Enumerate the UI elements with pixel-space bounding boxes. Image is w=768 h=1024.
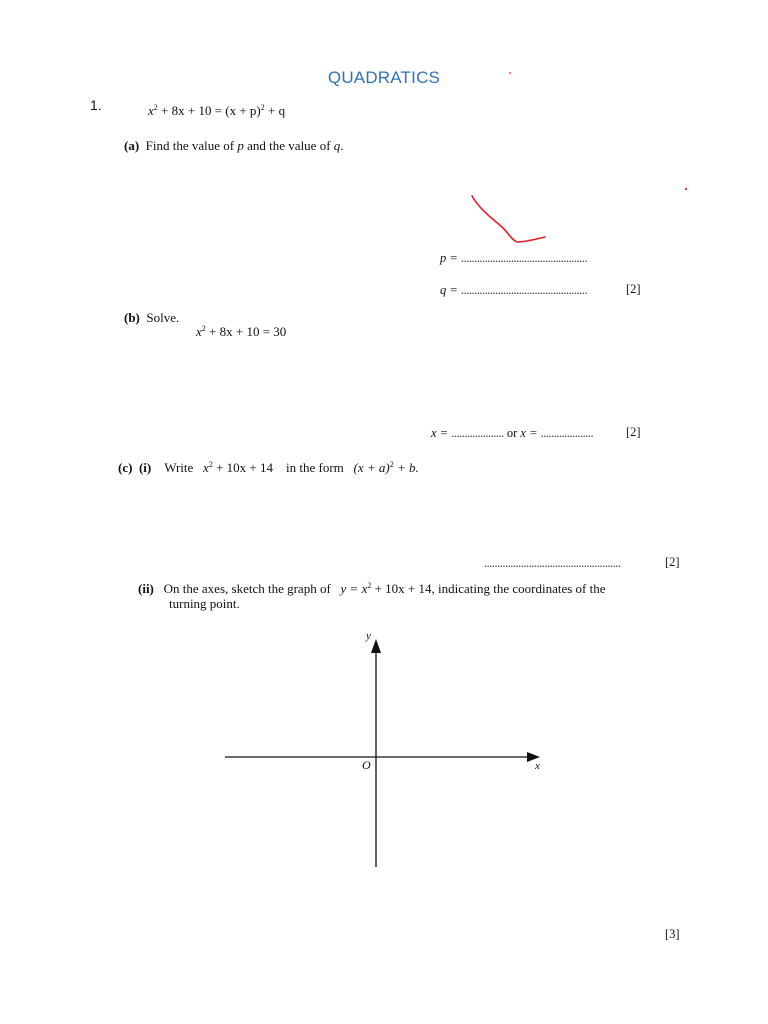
part-b-marks: [2] xyxy=(626,425,641,439)
page-title: QUADRATICS xyxy=(327,68,441,87)
part-a-marks: [2] xyxy=(626,282,641,296)
origin-label: O xyxy=(362,758,371,772)
y-axis-arrowhead xyxy=(371,639,381,653)
answer-q-line[interactable]: q = ................................................ xyxy=(440,283,587,297)
part-a-prompt: (a) Find the value of p and the value of q. xyxy=(124,138,344,153)
answer-c-i-line[interactable]: .................................................... xyxy=(484,556,621,570)
identity-equation: $x^2 + 8x + 10 = (x + p)^2 + q$ xyxy=(148,103,286,118)
question-number: 1. xyxy=(90,97,102,113)
part-b-equation: $x^2 + 8x + 10 = 30$ xyxy=(196,324,287,339)
part-c-i-marks: [2] xyxy=(665,555,680,569)
x-axis-label: x xyxy=(535,760,540,772)
answer-p-line[interactable]: p = ................................................ xyxy=(440,251,587,265)
part-b-prompt: (b) Solve. xyxy=(124,310,180,325)
part-c-ii-prompt-line2: turning point. xyxy=(169,596,240,611)
part-c-ii-prompt: (ii) On the axes, sketch the graph of $y = x^2 + 10x + 14$, indicating the coordinates of the xyxy=(138,581,606,596)
part-c-ii-marks: [3] xyxy=(665,927,680,941)
part-c-i-prompt: (c) (i) Write $x^2 + 10x + 14$ in the form $(x + a)^2 + b$. xyxy=(118,460,419,475)
answer-x-line[interactable]: x = .................... or x = .................... xyxy=(431,426,594,440)
y-axis-label: y xyxy=(366,630,371,642)
